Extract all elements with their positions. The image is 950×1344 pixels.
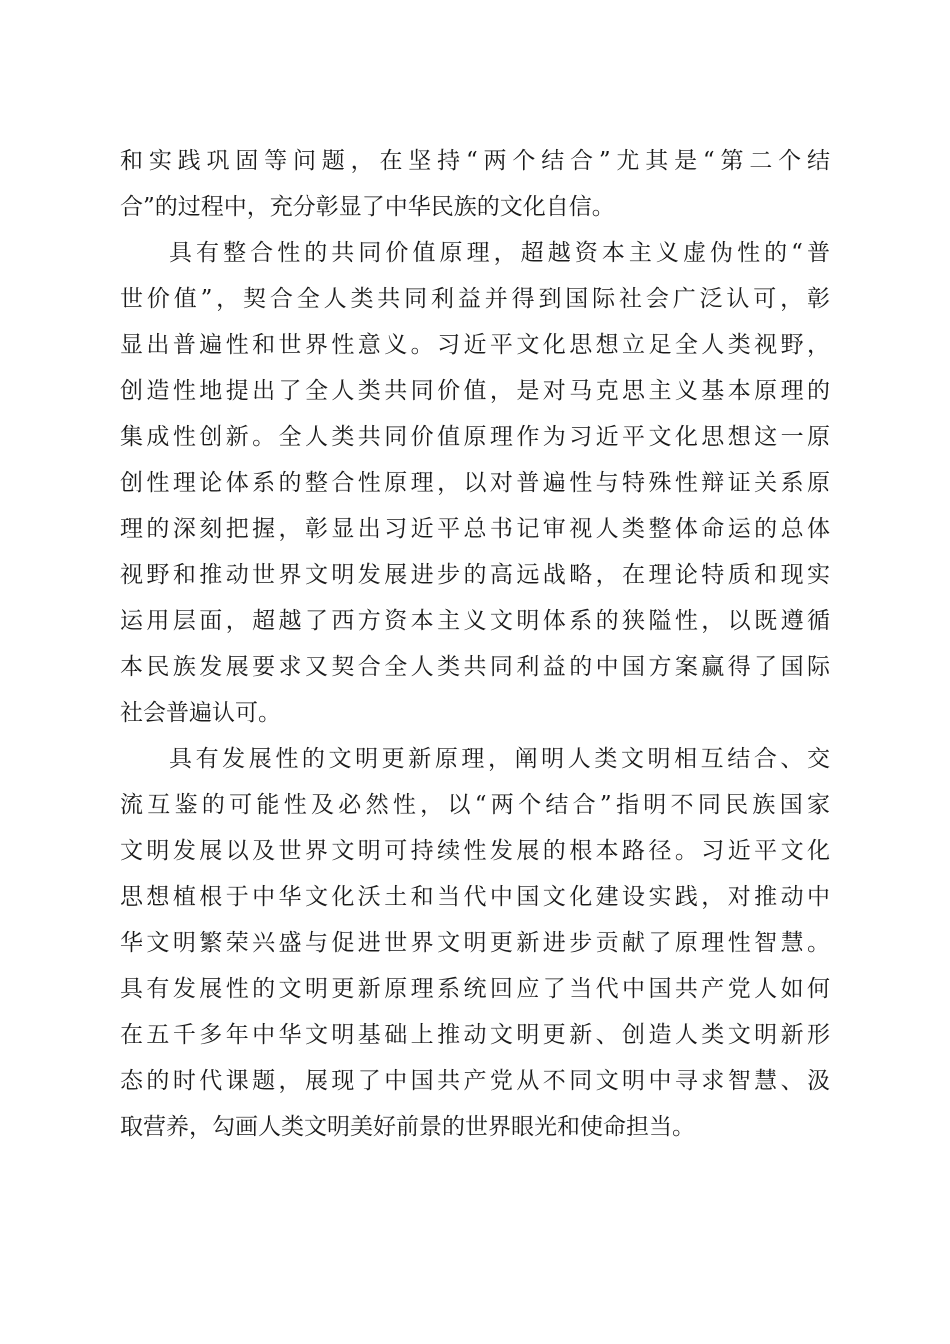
text-line: 在五千多年中华文明基础上推动文明更新、创造人类文明新形	[120, 1022, 830, 1048]
text-line: 和实践巩固等问题，在坚持“两个结合”尤其是“第二个结	[120, 148, 830, 174]
text-line: 运用层面，超越了西方资本主义文明体系的狭隘性，以既遵循	[120, 608, 830, 634]
text-line: 创性理论体系的整合性原理，以对普遍性与特殊性辩证关系原	[120, 470, 830, 496]
text-line: 集成性创新。全人类共同价值原理作为习近平文化思想这一原	[120, 424, 830, 450]
text-line: 态的时代课题，展现了中国共产党从不同文明中寻求智慧、汲	[120, 1068, 830, 1094]
text-line: 具有发展性的文明更新原理系统回应了当代中国共产党人如何	[120, 976, 830, 1002]
text-line: 视野和推动世界文明发展进步的高远战略，在理论特质和现实	[120, 562, 830, 588]
text-line: 具有发展性的文明更新原理，阐明人类文明相互结合、交	[169, 746, 830, 772]
text-line: 取营养，勾画人类文明美好前景的世界眼光和使命担当。	[120, 1114, 695, 1140]
text-line: 华文明繁荣兴盛与促进世界文明更新进步贡献了原理性智慧。	[120, 930, 830, 956]
text-line: 社会普遍认可。	[120, 700, 281, 726]
text-line: 合”的过程中，充分彰显了中华民族的文化自信。	[120, 194, 615, 220]
text-line: 创造性地提出了全人类共同价值，是对马克思主义基本原理的	[120, 378, 830, 404]
text-line: 思想植根于中华文化沃土和当代中国文化建设实践，对推动中	[120, 884, 830, 910]
text-line: 流互鉴的可能性及必然性，以“两个结合”指明不同民族国家	[120, 792, 830, 818]
text-line: 世价值”，契合全人类共同利益并得到国际社会广泛认可，彰	[120, 286, 830, 312]
text-line: 文明发展以及世界文明可持续性发展的根本路径。习近平文化	[120, 838, 830, 864]
text-line: 具有整合性的共同价值原理，超越资本主义虚伪性的“普	[169, 240, 830, 266]
text-line: 显出普遍性和世界性意义。习近平文化思想立足全人类视野，	[120, 332, 830, 358]
text-line: 本民族发展要求又契合全人类共同利益的中国方案赢得了国际	[120, 654, 830, 680]
text-line: 理的深刻把握，彰显出习近平总书记审视人类整体命运的总体	[120, 516, 830, 542]
